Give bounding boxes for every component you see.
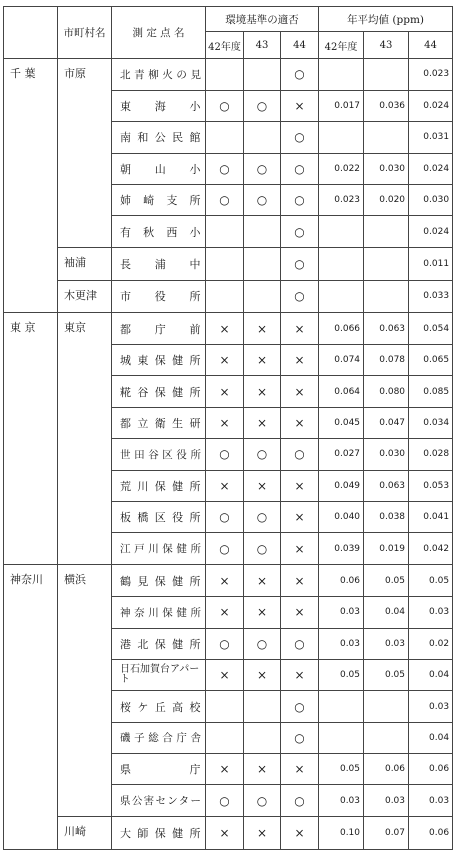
city-cell: [58, 439, 112, 470]
average-42-cell: 0.066: [319, 313, 364, 345]
compliance-43-cell: ○: [244, 153, 281, 184]
compliance-43-cell: ×: [244, 597, 281, 628]
average-43-cell: 0.03: [364, 785, 409, 817]
site-name-cell: 磯子総合庁舎: [112, 722, 206, 753]
average-43-cell: 0.05: [364, 565, 409, 597]
site-name-cell: 東 海 小: [112, 90, 206, 121]
compliance-43-cell: [244, 691, 281, 722]
site-name-cell: 港北保健所: [112, 628, 206, 659]
compliance-43-cell: ×: [244, 470, 281, 501]
table-row: [4, 722, 453, 753]
city-cell: [58, 691, 112, 722]
city-cell: [58, 501, 112, 532]
city-cell: [58, 122, 112, 153]
average-44-cell: 0.053: [409, 470, 453, 501]
table-row: [4, 185, 453, 216]
average-44-cell: 0.023: [409, 59, 453, 91]
prefecture-cell: [4, 376, 58, 407]
city-cell: 東京: [58, 313, 112, 345]
compliance-42-cell: [206, 216, 244, 248]
compliance-42-cell: ○: [206, 439, 244, 470]
compliance-43-cell: ×: [244, 817, 281, 849]
average-42-cell: 0.039: [319, 533, 364, 565]
compliance-44-cell: ×: [281, 754, 319, 785]
compliance-42-cell: ×: [206, 659, 244, 690]
average-44-cell: 0.028: [409, 439, 453, 470]
compliance-43-cell: ×: [244, 407, 281, 438]
table-row: [4, 216, 453, 248]
site-name-cell: 有秋西小: [112, 216, 206, 248]
header-compliance-year: 44: [281, 32, 319, 59]
header-compliance-group: 環境基準の適否: [206, 7, 319, 32]
city-cell: 川崎: [58, 817, 112, 849]
compliance-44-cell: ×: [281, 597, 319, 628]
average-42-cell: [319, 59, 364, 91]
average-42-cell: 0.045: [319, 407, 364, 438]
compliance-42-cell: [206, 248, 244, 280]
site-name-cell: 姉崎支所: [112, 185, 206, 216]
average-43-cell: [364, 280, 409, 312]
compliance-42-cell: ×: [206, 597, 244, 628]
compliance-44-cell: ×: [281, 313, 319, 345]
table-row: [4, 470, 453, 501]
header-prefecture-cell: [4, 7, 58, 59]
site-name-cell: 江戸川保健所: [112, 533, 206, 565]
average-43-cell: [364, 216, 409, 248]
prefecture-cell: [4, 501, 58, 532]
prefecture-cell: [4, 122, 58, 153]
average-42-cell: 0.06: [319, 565, 364, 597]
average-43-cell: 0.036: [364, 90, 409, 121]
average-43-cell: 0.05: [364, 659, 409, 690]
prefecture-cell: [4, 248, 58, 280]
city-cell: [58, 722, 112, 753]
prefecture-cell: 神奈川: [4, 565, 58, 597]
compliance-44-cell: ○: [281, 439, 319, 470]
compliance-43-cell: ×: [244, 313, 281, 345]
header-site: 測 定 点 名: [112, 7, 206, 59]
prefecture-cell: 千 葉: [4, 59, 58, 91]
table-row: [4, 565, 453, 597]
compliance-44-cell: ○: [281, 628, 319, 659]
header-average-year: 44: [409, 32, 453, 59]
average-44-cell: 0.024: [409, 153, 453, 184]
average-42-cell: [319, 248, 364, 280]
compliance-42-cell: [206, 122, 244, 153]
prefecture-cell: [4, 407, 58, 438]
site-name-cell: 県 庁: [112, 754, 206, 785]
header-average-year: 42年度: [319, 32, 364, 59]
city-cell: [58, 533, 112, 565]
compliance-44-cell: ×: [281, 407, 319, 438]
compliance-44-cell: ○: [281, 248, 319, 280]
prefecture-cell: [4, 817, 58, 849]
average-42-cell: 0.064: [319, 376, 364, 407]
site-name-cell: 南和公民館: [112, 122, 206, 153]
prefecture-cell: 東 京: [4, 313, 58, 345]
compliance-43-cell: [244, 216, 281, 248]
prefecture-cell: [4, 785, 58, 817]
table-row: [4, 90, 453, 121]
compliance-42-cell: ×: [206, 817, 244, 849]
city-cell: [58, 659, 112, 690]
site-name-cell: 城東保健所: [112, 345, 206, 376]
average-42-cell: 0.03: [319, 628, 364, 659]
prefecture-cell: [4, 628, 58, 659]
city-cell: 木更津: [58, 280, 112, 312]
average-42-cell: [319, 722, 364, 753]
compliance-44-cell: ×: [281, 533, 319, 565]
average-42-cell: [319, 216, 364, 248]
compliance-42-cell: ×: [206, 470, 244, 501]
average-42-cell: 0.03: [319, 597, 364, 628]
compliance-44-cell: ○: [281, 722, 319, 753]
average-44-cell: 0.04: [409, 722, 453, 753]
prefecture-cell: [4, 90, 58, 121]
header-row-1: [4, 7, 453, 32]
average-42-cell: 0.10: [319, 817, 364, 849]
compliance-44-cell: ×: [281, 565, 319, 597]
compliance-43-cell: ○: [244, 439, 281, 470]
city-cell: 市原: [58, 59, 112, 91]
prefecture-cell: [4, 691, 58, 722]
average-44-cell: 0.085: [409, 376, 453, 407]
compliance-44-cell: ×: [281, 345, 319, 376]
city-cell: [58, 376, 112, 407]
header-city: 市町村名: [58, 7, 112, 59]
header-compliance-year: 43: [244, 32, 281, 59]
table-row: [4, 248, 453, 280]
average-44-cell: 0.065: [409, 345, 453, 376]
average-43-cell: 0.019: [364, 533, 409, 565]
compliance-43-cell: ○: [244, 501, 281, 532]
average-43-cell: 0.07: [364, 817, 409, 849]
compliance-42-cell: [206, 722, 244, 753]
prefecture-cell: [4, 754, 58, 785]
header-compliance-year: 42年度: [206, 32, 244, 59]
compliance-44-cell: ○: [281, 691, 319, 722]
compliance-42-cell: ×: [206, 345, 244, 376]
table-row: [4, 59, 453, 91]
site-name-cell: 都 庁 前: [112, 313, 206, 345]
compliance-44-cell: ×: [281, 817, 319, 849]
average-43-cell: 0.038: [364, 501, 409, 532]
table-body: [4, 59, 453, 850]
compliance-43-cell: [244, 280, 281, 312]
average-42-cell: [319, 280, 364, 312]
table-row: [4, 439, 453, 470]
table-row: [4, 345, 453, 376]
prefecture-cell: [4, 345, 58, 376]
city-cell: [58, 153, 112, 184]
prefecture-cell: [4, 153, 58, 184]
site-name-cell: 北青柳火の見: [112, 59, 206, 91]
compliance-44-cell: ○: [281, 216, 319, 248]
site-name-cell: 都立衛生研: [112, 407, 206, 438]
average-43-cell: 0.078: [364, 345, 409, 376]
compliance-43-cell: ○: [244, 533, 281, 565]
average-42-cell: 0.023: [319, 185, 364, 216]
site-name-cell: 桜ケ丘高校: [112, 691, 206, 722]
average-42-cell: 0.017: [319, 90, 364, 121]
header-average-year: 43: [364, 32, 409, 59]
site-name-cell: 県公害センター: [112, 785, 206, 817]
average-43-cell: [364, 722, 409, 753]
site-name-cell: 糀谷保健所: [112, 376, 206, 407]
site-name-cell: 朝 山 小: [112, 153, 206, 184]
average-43-cell: [364, 122, 409, 153]
average-43-cell: 0.047: [364, 407, 409, 438]
compliance-43-cell: ×: [244, 376, 281, 407]
average-42-cell: 0.027: [319, 439, 364, 470]
compliance-42-cell: [206, 280, 244, 312]
compliance-43-cell: ○: [244, 185, 281, 216]
city-cell: [58, 597, 112, 628]
compliance-42-cell: ○: [206, 533, 244, 565]
prefecture-cell: [4, 439, 58, 470]
average-43-cell: [364, 691, 409, 722]
site-name-cell: 世田谷区役所: [112, 439, 206, 470]
city-cell: [58, 345, 112, 376]
compliance-42-cell: ×: [206, 313, 244, 345]
city-cell: [58, 470, 112, 501]
average-44-cell: 0.054: [409, 313, 453, 345]
city-cell: [58, 785, 112, 817]
table-row: [4, 754, 453, 785]
average-44-cell: 0.034: [409, 407, 453, 438]
compliance-42-cell: ○: [206, 628, 244, 659]
average-44-cell: 0.02: [409, 628, 453, 659]
average-44-cell: 0.06: [409, 754, 453, 785]
average-44-cell: 0.042: [409, 533, 453, 565]
average-43-cell: 0.063: [364, 470, 409, 501]
site-name-cell: 市 役 所: [112, 280, 206, 312]
average-44-cell: 0.030: [409, 185, 453, 216]
table-row: [4, 785, 453, 817]
compliance-42-cell: ×: [206, 407, 244, 438]
table-row: [4, 533, 453, 565]
average-43-cell: 0.020: [364, 185, 409, 216]
compliance-44-cell: ○: [281, 122, 319, 153]
average-44-cell: 0.011: [409, 248, 453, 280]
compliance-44-cell: ×: [281, 90, 319, 121]
average-44-cell: 0.04: [409, 659, 453, 690]
table-row: [4, 659, 453, 690]
average-44-cell: 0.033: [409, 280, 453, 312]
table-row: [4, 501, 453, 532]
average-42-cell: [319, 122, 364, 153]
site-name-cell: 大師保健所: [112, 817, 206, 849]
compliance-44-cell: ×: [281, 659, 319, 690]
average-43-cell: [364, 59, 409, 91]
average-43-cell: 0.04: [364, 597, 409, 628]
prefecture-cell: [4, 280, 58, 312]
city-cell: 袖浦: [58, 248, 112, 280]
site-name-cell: 鶴見保健所: [112, 565, 206, 597]
table-row: [4, 313, 453, 345]
compliance-42-cell: ○: [206, 90, 244, 121]
compliance-43-cell: ○: [244, 785, 281, 817]
compliance-43-cell: ○: [244, 628, 281, 659]
document-page: [3, 6, 452, 850]
prefecture-cell: [4, 533, 58, 565]
table-row: [4, 153, 453, 184]
compliance-43-cell: ×: [244, 659, 281, 690]
compliance-44-cell: ×: [281, 470, 319, 501]
average-44-cell: 0.06: [409, 817, 453, 849]
city-cell: 横浜: [58, 565, 112, 597]
average-44-cell: 0.024: [409, 216, 453, 248]
compliance-43-cell: [244, 248, 281, 280]
average-42-cell: 0.049: [319, 470, 364, 501]
compliance-42-cell: ×: [206, 376, 244, 407]
table-row: [4, 280, 453, 312]
compliance-42-cell: ○: [206, 501, 244, 532]
compliance-44-cell: ○: [281, 153, 319, 184]
table-row: [4, 597, 453, 628]
average-43-cell: [364, 248, 409, 280]
average-42-cell: [319, 691, 364, 722]
compliance-44-cell: ○: [281, 280, 319, 312]
compliance-42-cell: ×: [206, 754, 244, 785]
compliance-43-cell: [244, 122, 281, 153]
table-row: [4, 122, 453, 153]
average-43-cell: 0.063: [364, 313, 409, 345]
compliance-43-cell: [244, 722, 281, 753]
city-cell: [58, 628, 112, 659]
average-43-cell: 0.030: [364, 439, 409, 470]
compliance-43-cell: ×: [244, 754, 281, 785]
site-name-cell: 長 浦 中: [112, 248, 206, 280]
prefecture-cell: [4, 597, 58, 628]
compliance-44-cell: ○: [281, 785, 319, 817]
average-43-cell: 0.03: [364, 628, 409, 659]
average-43-cell: 0.080: [364, 376, 409, 407]
compliance-42-cell: ×: [206, 565, 244, 597]
site-name-cell: 板橋区役所: [112, 501, 206, 532]
table-row: [4, 691, 453, 722]
site-name-cell: 神奈川保健所: [112, 597, 206, 628]
average-44-cell: 0.03: [409, 597, 453, 628]
prefecture-cell: [4, 722, 58, 753]
city-cell: [58, 185, 112, 216]
city-cell: [58, 90, 112, 121]
average-44-cell: 0.03: [409, 691, 453, 722]
monitoring-table: [3, 6, 453, 850]
table-row: [4, 407, 453, 438]
average-42-cell: 0.05: [319, 659, 364, 690]
average-44-cell: 0.041: [409, 501, 453, 532]
average-42-cell: 0.05: [319, 754, 364, 785]
city-cell: [58, 754, 112, 785]
compliance-42-cell: [206, 691, 244, 722]
table-row: [4, 817, 453, 849]
compliance-43-cell: ○: [244, 90, 281, 121]
prefecture-cell: [4, 659, 58, 690]
prefecture-cell: [4, 185, 58, 216]
header-average-group: 年平均値 (ppm): [319, 7, 453, 32]
compliance-42-cell: [206, 59, 244, 91]
compliance-44-cell: ×: [281, 376, 319, 407]
prefecture-cell: [4, 216, 58, 248]
city-cell: [58, 407, 112, 438]
table-row: [4, 376, 453, 407]
average-44-cell: 0.03: [409, 785, 453, 817]
compliance-42-cell: ○: [206, 185, 244, 216]
site-name-cell: 日石加賀台アパート: [112, 659, 206, 690]
prefecture-cell: [4, 470, 58, 501]
compliance-43-cell: ×: [244, 565, 281, 597]
compliance-43-cell: ×: [244, 345, 281, 376]
average-44-cell: 0.05: [409, 565, 453, 597]
average-44-cell: 0.031: [409, 122, 453, 153]
average-43-cell: 0.030: [364, 153, 409, 184]
average-44-cell: 0.024: [409, 90, 453, 121]
compliance-43-cell: [244, 59, 281, 91]
compliance-44-cell: ×: [281, 501, 319, 532]
average-42-cell: 0.074: [319, 345, 364, 376]
compliance-42-cell: ○: [206, 785, 244, 817]
compliance-42-cell: ○: [206, 153, 244, 184]
site-name-cell: 荒川保健所: [112, 470, 206, 501]
average-42-cell: 0.03: [319, 785, 364, 817]
city-cell: [58, 216, 112, 248]
compliance-44-cell: ○: [281, 185, 319, 216]
table-row: [4, 628, 453, 659]
average-43-cell: 0.06: [364, 754, 409, 785]
average-42-cell: 0.022: [319, 153, 364, 184]
average-42-cell: 0.040: [319, 501, 364, 532]
compliance-44-cell: ○: [281, 59, 319, 91]
